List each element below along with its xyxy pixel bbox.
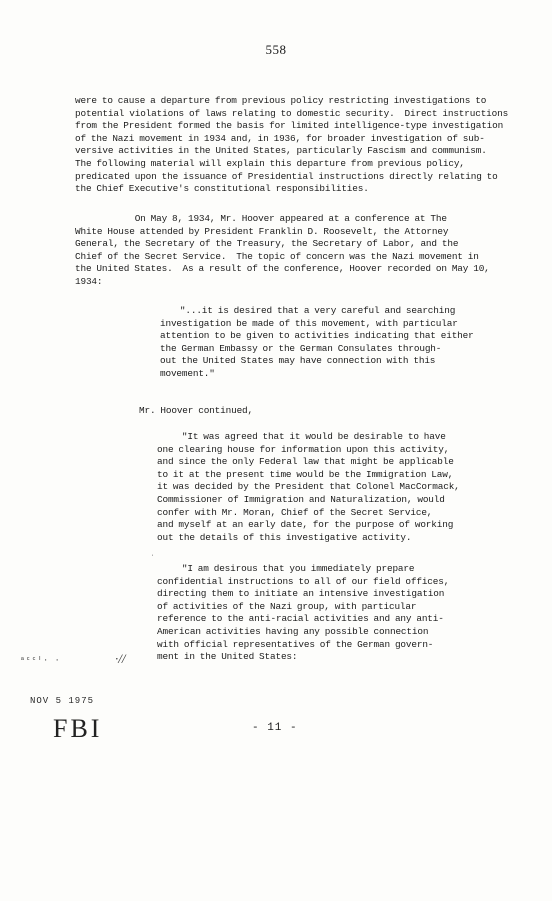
block-quote-investigation: "...it is desired that a very careful and searching investigation be made of this movement, with particular attention to be given to activities indicating that either the German Embassy or the German Consulates through- out the United States may have connection with this movement."	[160, 305, 474, 379]
fbi-stamp: FBI	[53, 714, 103, 743]
paragraph-conference: On May 8, 1934, Mr. Hoover appeared at a conference at The White House attended by President Franklin D. Roosevelt, the Attorney General, the Secretary of the Treasury, the Secretary of Labor, and the Chief of the Secret Service. The topic of concern was the Nazi movement in the United States. As a result of the conference, Hoover recorded on May 10, 1934:	[75, 213, 490, 287]
stamp-mark: ·//	[115, 651, 126, 666]
paragraph-intro: were to cause a departure from previous policy restricting investigations to potential violations of laws relating to domestic security. Direct instructions from the President formed the basis for limited intelligence-type investigation of the Nazi movement in 1934 and, in 1936, for broader investigation of sub- versive activities in the United States, particularly Fascism and communism. The following material will explain this departure from previous policy, predicated upon the issuance of Presidential instructions directly relating to the Chief Executive's constitutional responsibilities.	[75, 95, 509, 195]
stamp-fragment: ᵃᶜᶜᴵ· ·	[20, 656, 61, 665]
block-quote-clearing-house: "It was agreed that it would be desirable to have one clearing house for information upon this activity, and since the only Federal law that might be applicable to it at the present time would be the Immigration Law, it was decided by the President that Colonel MacCormack, Commissioner of Immigration and Naturalization, would confer with Mr. Moran, Chief of the Secret Service, and myself at an early date, for the purpose of working out the details of this investigative activity.	[157, 431, 460, 543]
block-quote-instructions: "I am desirous that you immediately prepare confidential instructions to all of our field offices, directing them to initiate an intensive investigation of activities of the Nazi group, with particular reference to the anti-racial activities and any anti- American activities having any possible connection with official representatives of the German govern- ment in the United States:	[157, 563, 450, 663]
stamp-date: NOV 5 1975	[30, 696, 95, 706]
margin-mark: ˈ	[150, 554, 156, 564]
footer-page-number: - 11 -	[252, 722, 298, 734]
continued-label: Mr. Hoover continued,	[139, 405, 253, 416]
page-number: 558	[265, 42, 287, 57]
